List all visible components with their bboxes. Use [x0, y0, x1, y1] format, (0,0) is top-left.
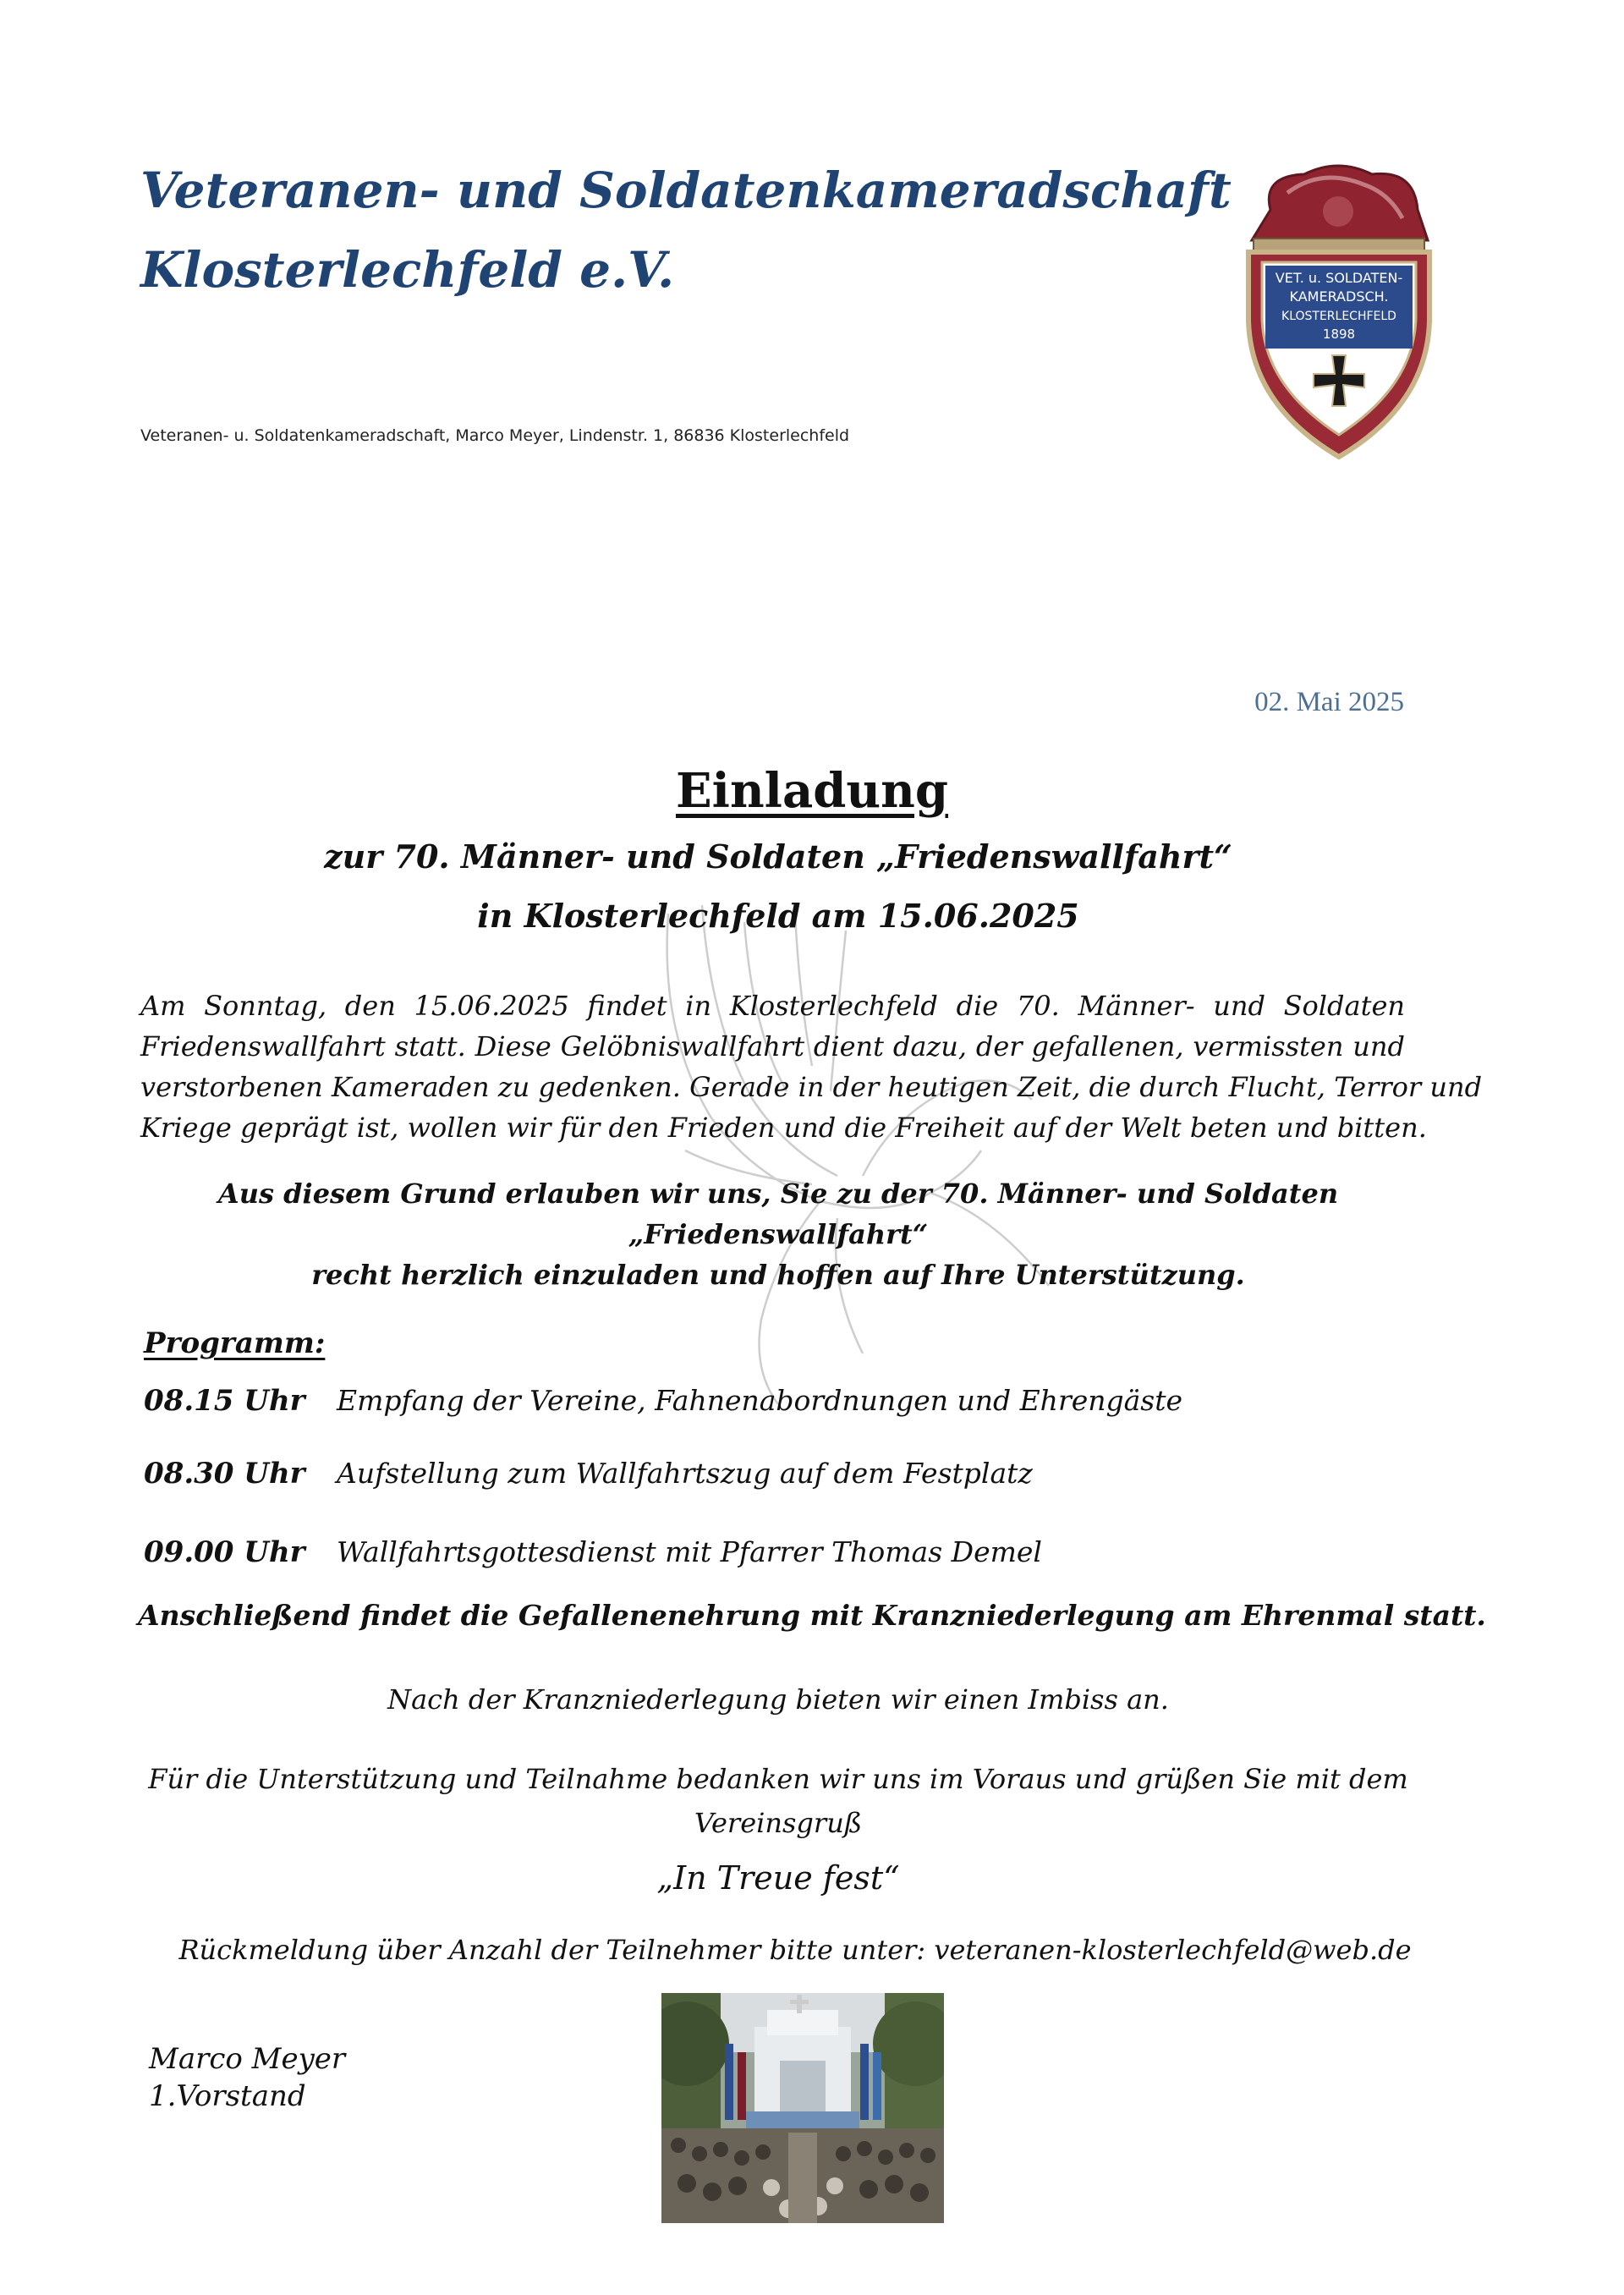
invitation-title: Einladung	[676, 763, 948, 819]
program-time: 09.00 Uhr	[144, 1535, 305, 1569]
invitation-line: „Friedenswallfahrt“	[628, 1218, 929, 1250]
dove-watermark	[609, 897, 1083, 1421]
invitation-line: recht herzlich einzuladen und hoffen auf Ihre Unterstützung.	[311, 1259, 1245, 1291]
memorial-ceremony-photo	[661, 1993, 944, 2223]
reply-contact: Rückmeldung über Anzahl der Teilnehmer bitte unter: veteranen-klosterlechfeld@web.de	[178, 1934, 1412, 1966]
program-time: 08.30 Uhr	[144, 1457, 305, 1491]
club-badge-logo	[1237, 159, 1441, 465]
badge-text-3: KLOSTERLECHFELD	[1281, 310, 1396, 323]
badge-text-2: KAMERADSCH.	[1289, 288, 1389, 305]
organization-name-line-1: Veteranen- und Soldatenkameradschaft	[140, 162, 1232, 219]
club-motto: „In Treue fest“	[656, 1859, 900, 1897]
program-description: Wallfahrtsgottesdienst mit Pfarrer Thomas Demel	[337, 1535, 1042, 1568]
program-time: 08.15 Uhr	[144, 1384, 305, 1418]
program-description: Aufstellung zum Wallfahrtszug auf dem Festplatz	[337, 1457, 1033, 1490]
invitation-line: Aus diesem Grund erlauben wir uns, Sie zu der 70. Männer- und Soldaten	[217, 1178, 1339, 1210]
badge-text-4: 1898	[1322, 327, 1356, 342]
signature-name: Marco Meyer	[149, 2042, 346, 2076]
wreath-ceremony-note: Anschließend findet die Gefallenenehrung mit Kranzniederlegung am Ehrenmal statt.	[138, 1599, 1486, 1632]
letter-date: 02. Mai 2025	[1254, 687, 1404, 717]
intro-line: Friedenswallfahrt statt. Diese Gelöbniswallfahrt dient dazu, der gefallenen, vermissten und	[140, 1030, 1405, 1062]
subtitle-event: zur 70. Männer- und Soldaten „Friedenswallfahrt“	[324, 837, 1232, 876]
sender-address: Veteranen- u. Soldatenkameradschaft, Marco Meyer, Lindenstr. 1, 86836 Klosterlechfeld	[140, 426, 850, 445]
signature-role: 1.Vorstand	[149, 2079, 306, 2113]
program-description: Empfang der Vereine, Fahnenabordnungen und Ehrengäste	[337, 1384, 1183, 1417]
subtitle-place-date: in Klosterlechfeld am 15.06.2025	[477, 897, 1079, 935]
thanks-line: Vereinsgruß	[694, 1807, 863, 1839]
organization-name-line-2: Klosterlechfeld e.V.	[140, 241, 675, 299]
intro-line: Kriege geprägt ist, wollen wir für den Frieden und die Freiheit auf der Welt beten und bitten.	[140, 1112, 1427, 1144]
thanks-line: Für die Unterstützung und Teilnahme bedanken wir uns im Voraus und grüßen Sie mit dem	[148, 1763, 1408, 1795]
badge-text-1: VET. u. SOLDATEN-	[1275, 270, 1403, 286]
intro-line: Am Sonntag, den 15.06.2025 findet in Klosterlechfeld die 70. Männer- und Soldaten	[140, 990, 1405, 1022]
intro-line: verstorbenen Kameraden zu gedenken. Gerade in der heutigen Zeit, die durch Flucht, Terror und	[140, 1071, 1483, 1103]
program-heading: Programm:	[144, 1326, 326, 1360]
snack-note: Nach der Kranzniederlegung bieten wir einen Imbiss an.	[387, 1683, 1169, 1716]
